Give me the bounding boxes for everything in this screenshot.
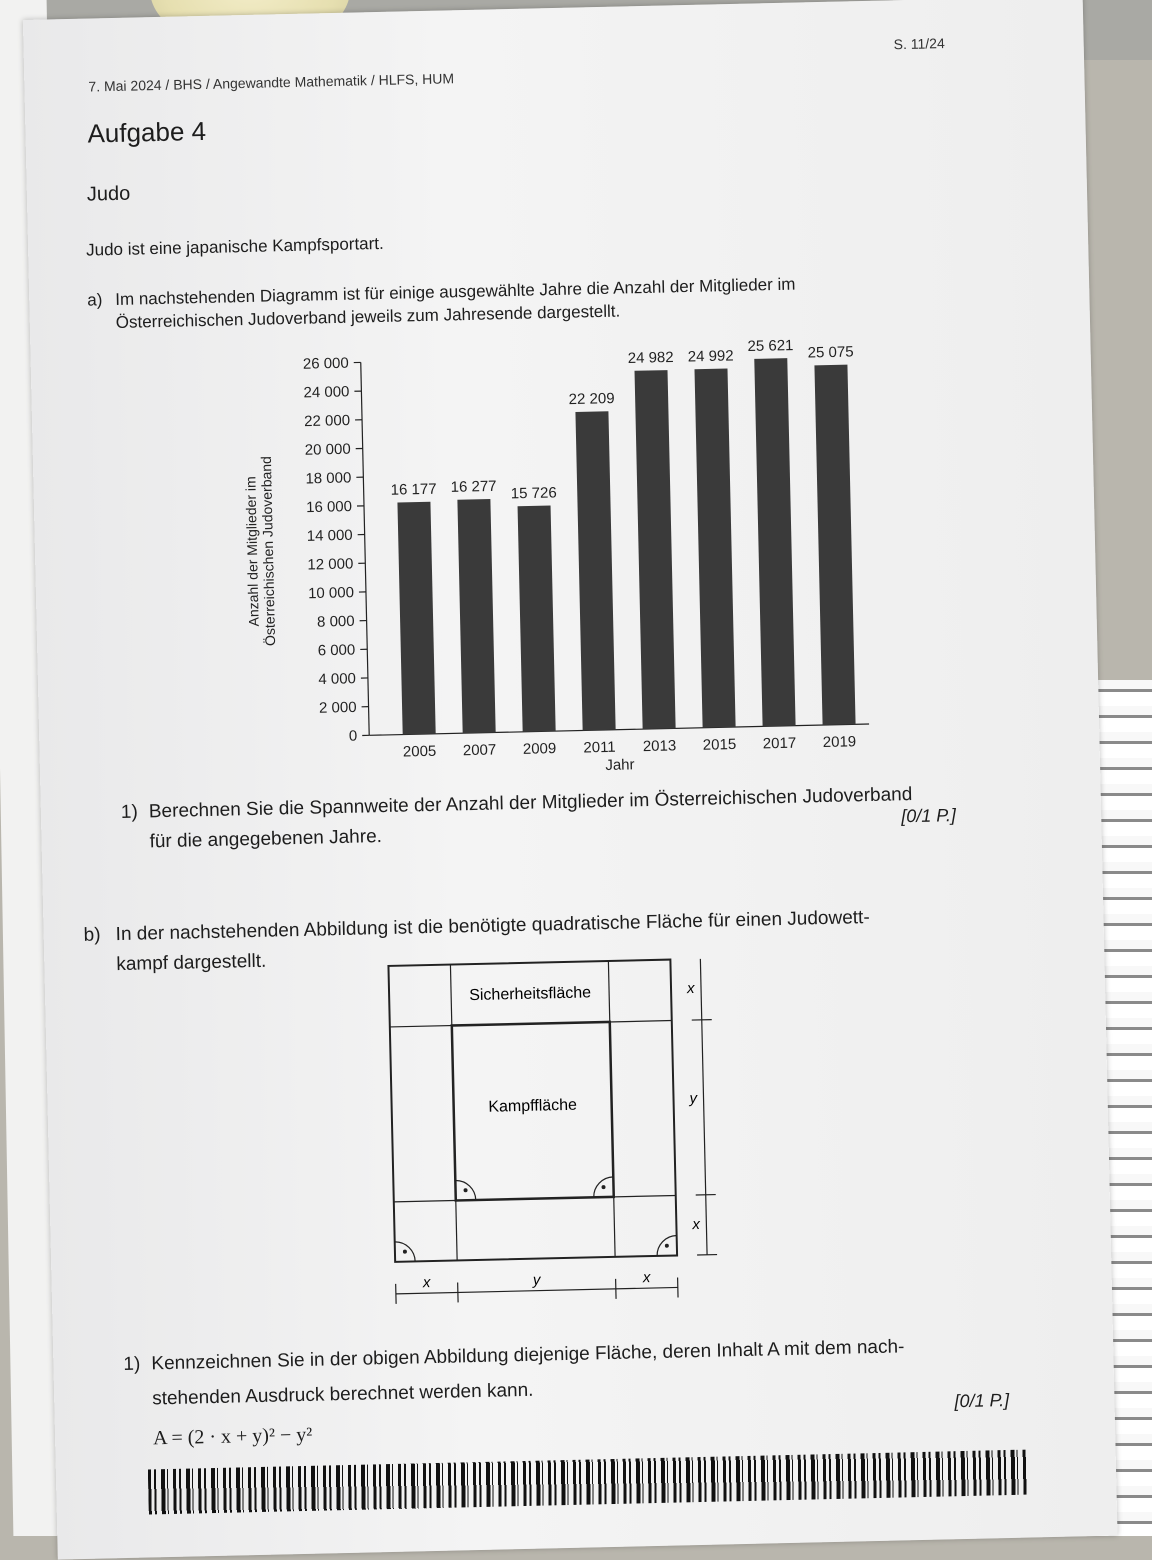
bar-2005: [397, 502, 435, 735]
y-axis-label-line-1: Anzahl der Mitglieder im: [242, 476, 261, 626]
y-tick-label: 2 000: [319, 699, 357, 717]
bar-2013: [635, 370, 676, 729]
dim-label-y-bottom: y: [532, 1272, 542, 1289]
bar-chart: [180, 321, 890, 787]
bar-2017: [754, 358, 795, 726]
part-b-text-2: kampf dargestellt.: [116, 945, 267, 982]
bar-value-label: 16 177: [391, 481, 437, 499]
part-a-points: [0/1 P.]: [901, 805, 956, 827]
bar-value-label: 16 277: [450, 478, 496, 496]
bar-2007: [457, 499, 495, 733]
part-a-q1-line-2: für die angegebenen Jahre.: [149, 820, 382, 859]
dim-label-x-right: x: [691, 1216, 700, 1233]
fight-area-label: Kampffläche: [488, 1097, 577, 1116]
task-intro: Judo ist eine japanische Kampfsportart.: [86, 234, 384, 261]
y-tick-label: 12 000: [307, 555, 353, 573]
y-tick-label: 26 000: [303, 355, 349, 373]
bar-value-label: 25 075: [808, 344, 854, 362]
judo-area-figure: [374, 954, 742, 1322]
x-tick-label: 2009: [523, 740, 557, 758]
task-title: Aufgabe 4: [87, 116, 206, 150]
right-angle-dot: [665, 1244, 669, 1248]
y-tick-label: 20 000: [305, 441, 351, 459]
y-tick-label: 24 000: [303, 383, 349, 401]
barcode: [148, 1450, 1029, 1515]
exam-page: [23, 0, 1118, 1560]
dim-label-x-top: x: [686, 980, 695, 997]
bar-value-label: 22 209: [569, 390, 615, 408]
x-tick-label: 2017: [763, 735, 797, 753]
bar-2015: [694, 369, 735, 728]
right-angle-dot: [403, 1250, 407, 1254]
part-a-label: a): [87, 290, 103, 310]
x-tick-label: 2013: [643, 737, 677, 755]
x-tick-label: 2015: [703, 736, 737, 754]
x-tick-label: 2007: [463, 741, 497, 759]
right-angle-dot: [464, 1188, 468, 1192]
y-tick-label: 8 000: [317, 613, 355, 631]
y-axis: [361, 362, 369, 735]
x-tick-label: 2005: [403, 743, 437, 761]
part-b-q1-line-2: stehenden Ausdruck berechnet werden kann.: [152, 1374, 534, 1417]
bar-2019: [814, 365, 855, 725]
bar-value-label: 25 621: [747, 337, 793, 355]
right-angle-dot: [601, 1185, 605, 1189]
y-tick-label: 22 000: [304, 412, 350, 430]
x-tick-label: 2011: [583, 739, 616, 757]
dimension-line-vertical: [700, 959, 707, 1255]
part-a-text-1: Im nachstehenden Diagramm ist für einige ausgewählte Jahre die Anzahl der Mitglieder im: [115, 275, 796, 310]
bar-value-label: 15 726: [511, 484, 557, 502]
part-b-q1-num: 1): [123, 1348, 141, 1382]
dim-label-x-bottom-right: x: [642, 1269, 651, 1286]
bar-2009: [518, 506, 556, 732]
bar-value-label: 24 982: [628, 349, 674, 367]
bar-2011: [575, 411, 615, 730]
part-a-q1-num: 1): [121, 796, 139, 830]
page-number: S. 11/24: [893, 35, 944, 52]
safety-area-label: Sicherheitsfläche: [469, 984, 591, 1004]
y-axis-label-line-2: Österreichischen Judoverband: [257, 456, 278, 646]
part-b-points: [0/1 P.]: [954, 1390, 1009, 1412]
part-b-text-1: In der nachstehenden Abbildung ist die benötigte quadratische Fläche für einen Judowett-: [115, 901, 870, 952]
dim-label-y-right: y: [688, 1090, 698, 1107]
y-tick-label: 16 000: [306, 498, 352, 516]
dim-label-x-bottom-left: x: [422, 1274, 431, 1291]
y-tick-label: 18 000: [305, 469, 351, 487]
y-tick-label: 4 000: [318, 670, 356, 688]
y-tick-label: 6 000: [318, 642, 356, 660]
header-breadcrumb: 7. Mai 2024 / BHS / Angewandte Mathematik / HLFS, HUM: [88, 70, 454, 94]
part-b-label: b): [83, 918, 101, 952]
part-b-q1-line-1: Kennzeichnen Sie in der obigen Abbildung diejenige Fläche, deren Inhalt A mit dem nach-: [151, 1330, 905, 1381]
bar-value-label: 24 992: [688, 347, 734, 365]
area-formula: A = (2 · x + y)² − y²: [153, 1424, 313, 1451]
x-axis-label: Jahr: [605, 756, 635, 774]
y-tick-label: 0: [349, 728, 358, 745]
part-a-text-2: Österreichischen Judoverband jeweils zum Jahresende dargestellt.: [116, 302, 621, 333]
task-subtitle: Judo: [87, 183, 131, 207]
part-a-q1-line-1: Berechnen Sie die Spannweite der Anzahl der Mitglieder im Österreichischen Judoverband: [149, 778, 913, 829]
x-tick-label: 2019: [823, 733, 857, 751]
y-tick-label: 14 000: [307, 527, 353, 545]
y-tick-label: 10 000: [308, 584, 354, 602]
